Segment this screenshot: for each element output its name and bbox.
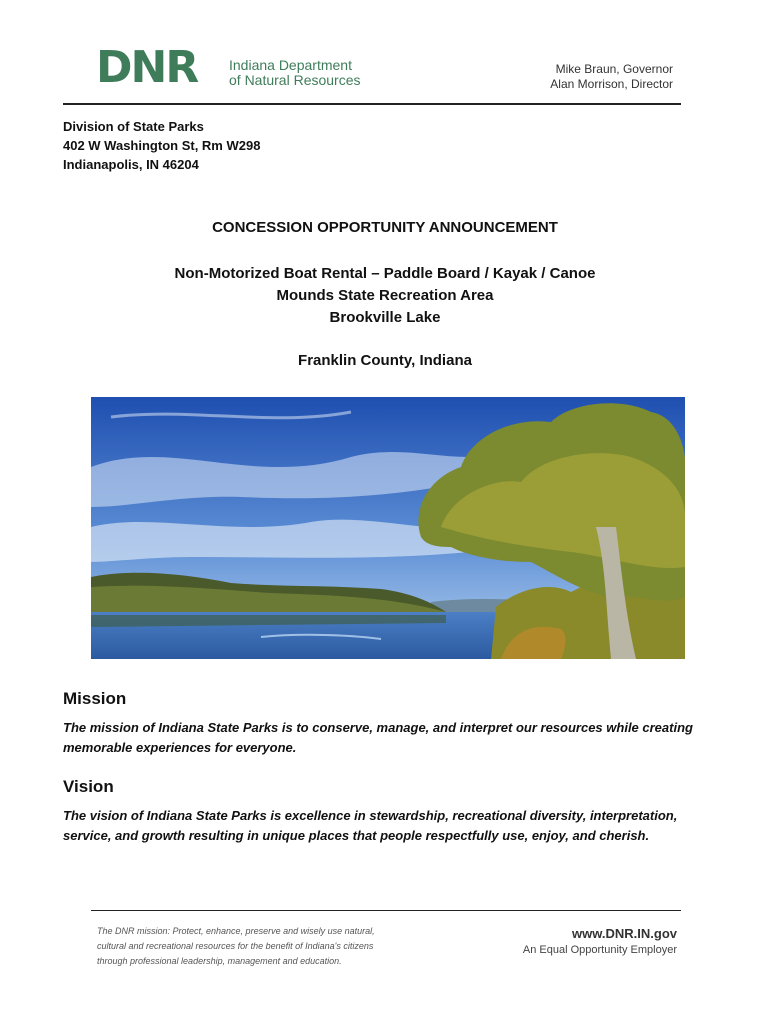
logo-line-2: of Natural Resources bbox=[229, 72, 361, 88]
division-address bbox=[63, 117, 260, 174]
footer-mission-line-3: through professional leadership, management and education. bbox=[97, 956, 342, 966]
address-line-3: Indianapolis, IN 46204 bbox=[63, 157, 199, 172]
address-line-1: Division of State Parks bbox=[63, 119, 204, 134]
header-divider bbox=[63, 103, 681, 105]
officials bbox=[550, 62, 673, 92]
vision-heading: Vision bbox=[63, 777, 114, 796]
director: Alan Morrison, Director bbox=[550, 77, 673, 91]
mission-text: The mission of Indiana State Parks is to conserve, manage, and interpret our resources while creating memorable experiences for everyone. bbox=[63, 720, 693, 755]
logo-line-1: Indiana Department bbox=[229, 57, 352, 73]
footer-divider bbox=[91, 910, 681, 911]
county-location: Franklin County, Indiana bbox=[298, 352, 472, 369]
dnr-logo: DNR bbox=[96, 42, 198, 93]
dnr-website-link[interactable]: www.DNR.IN.gov bbox=[572, 926, 677, 941]
subtitle-line-3: Brookville Lake bbox=[329, 309, 441, 326]
footer-mission-line-1: The DNR mission: Protect, enhance, preserve and wisely use natural, bbox=[97, 926, 375, 936]
subtitle-line-1: Non-Motorized Boat Rental – Paddle Board / Kayak / Canoe bbox=[174, 265, 596, 282]
subtitle-line-2: Mounds State Recreation Area bbox=[276, 287, 494, 304]
footer-mission bbox=[97, 924, 417, 969]
opportunity-subtitle bbox=[63, 263, 707, 329]
announcement-title: CONCESSION OPPORTUNITY ANNOUNCEMENT bbox=[212, 219, 558, 236]
mission-heading: Mission bbox=[63, 689, 127, 708]
dnr-logo-text bbox=[229, 58, 361, 88]
vision-text: The vision of Indiana State Parks is excellence in stewardship, recreational diversity, interpretation, service, and growth resulting in unique places that people respectfully use, enjoy, and cherish. bbox=[63, 808, 678, 843]
equal-opportunity: An Equal Opportunity Employer bbox=[522, 944, 677, 956]
lake-photo bbox=[91, 397, 685, 659]
address-line-2: 402 W Washington St, Rm W298 bbox=[63, 138, 261, 153]
governor: Mike Braun, Governor bbox=[555, 62, 673, 76]
footer-mission-line-2: cultural and recreational resources for the benefit of Indiana's citizens bbox=[97, 941, 374, 951]
